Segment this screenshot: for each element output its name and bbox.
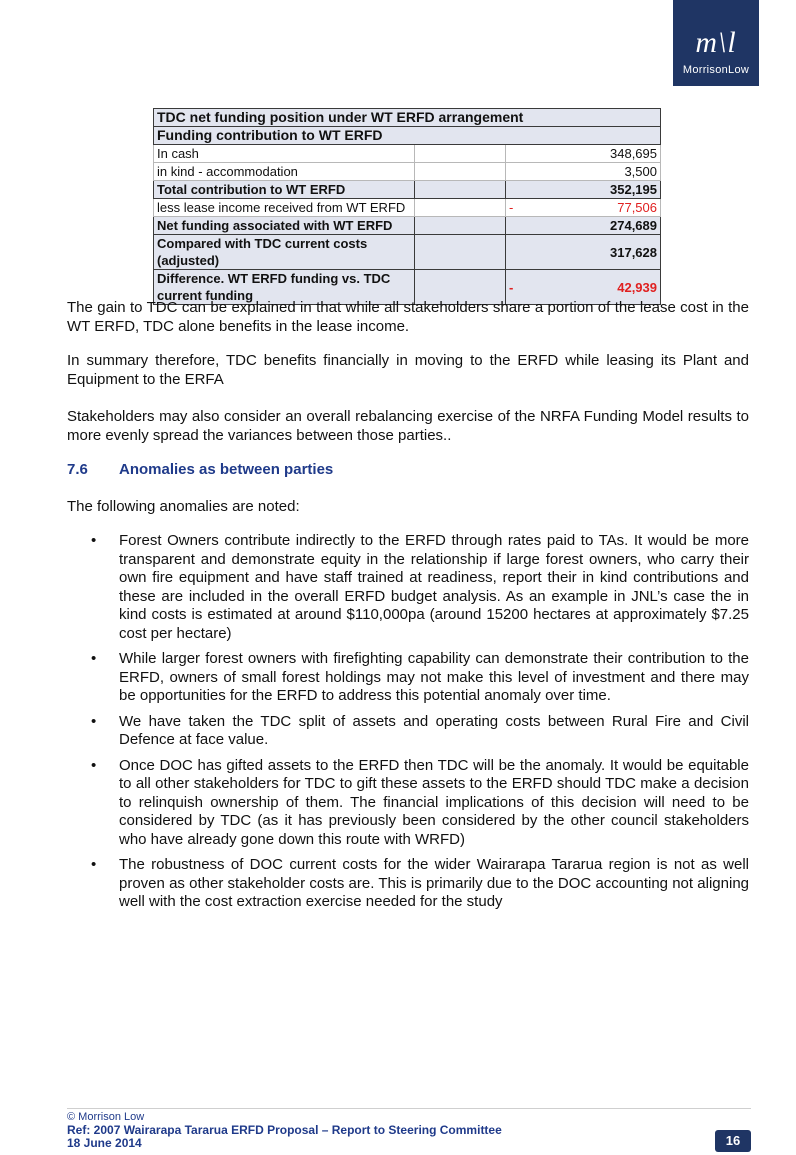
list-item-text: Forest Owners contribute indirectly to the ERFD through rates paid to TAs. It would be more transparent and demonstrate equity in the relationship if large forest owners, who carry their own fire equipment and have staff trained at readiness, report their in kind contributions and these are included in the overall ERFD budget analysis. As an example in JNL’s case the in kind costs is estimated at around $110,000pa (around 15200 hectares at approximately $7.25 cost per hectare) xyxy=(119,532,749,642)
bullet-icon: • xyxy=(91,856,97,873)
row-label: Compared with TDC current costs (adjusted) xyxy=(154,235,415,270)
list-item-text: While larger forest owners with firefighting capability can demonstrate their contribution to the ERFD, owners of small forest holdings may not make this level of investment and there may be opportunities for the ERFD to address this potential anomaly over time. xyxy=(119,650,749,704)
row-value xyxy=(506,199,661,217)
table-row xyxy=(154,235,661,270)
row-value: 274,689 xyxy=(506,217,661,235)
table-row xyxy=(154,145,661,163)
section-number: 7.6 xyxy=(67,461,88,478)
list-item xyxy=(84,650,749,706)
anomalies-list xyxy=(84,532,749,919)
row-label: Total contribution to WT ERFD xyxy=(154,181,415,199)
table-title: TDC net funding position under WT ERFD arrangement xyxy=(154,109,661,127)
bullet-icon: • xyxy=(91,532,97,549)
bullet-icon: • xyxy=(91,756,97,774)
row-value: 348,695 xyxy=(506,145,661,163)
paragraph-anomalies-intro: The following anomalies are noted: xyxy=(67,498,300,515)
row-label: less lease income received from WT ERFD xyxy=(154,199,415,217)
list-item xyxy=(84,532,749,643)
footer-copyright: © Morrison Low xyxy=(67,1111,145,1123)
row-label: Net funding associated with WT ERFD xyxy=(154,217,415,235)
row-value: 317,628 xyxy=(506,235,661,270)
list-item xyxy=(84,713,749,750)
table-row xyxy=(154,217,661,235)
table-row xyxy=(154,199,661,217)
list-item xyxy=(84,757,749,850)
paragraph-rebalancing: Stakeholders may also consider an overall rebalancing exercise of the NRFA Funding Model results to more evenly spread the variances between those parties.. xyxy=(67,408,749,444)
logo-mark: m\l xyxy=(695,26,737,59)
row-label: in kind - accommodation xyxy=(154,163,415,181)
page-number: 16 xyxy=(715,1130,751,1152)
section-title: Anomalies as between parties xyxy=(119,461,334,478)
bullet-icon: • xyxy=(91,712,97,730)
row-value: 3,500 xyxy=(506,163,661,181)
morrisonlow-logo xyxy=(673,0,759,86)
bullet-icon: • xyxy=(91,650,97,667)
table-row xyxy=(154,181,661,199)
footer-date: 18 June 2014 xyxy=(67,1136,142,1150)
paragraph-gain: The gain to TDC can be explained in that while all stakeholders share a portion of the lease cost in the WT ERFD, TDC alone benefits in the lease income. xyxy=(67,299,749,335)
footer-divider xyxy=(67,1108,751,1109)
section-heading xyxy=(67,461,333,478)
row-sign: - xyxy=(509,279,514,295)
footer-reference: Ref: 2007 Wairarapa Tararua ERFD Proposal – Report to Steering Committee xyxy=(67,1123,502,1137)
row-label: Difference. WT ERFD funding vs. TDC current funding xyxy=(154,270,415,305)
table-subtitle: Funding contribution to WT ERFD xyxy=(154,127,661,145)
list-item-text: Once DOC has gifted assets to the ERFD then TDC will be the anomaly. It would be equitable to all other stakeholders for TDC to gift these assets to the ERFD should TDC make a decision to relinquish ownership of them. The financial implications of this decision will need to be considered by TDC (as it has previously been considered by the other council stakeholders who have already gone down this route with WRFD) xyxy=(119,756,749,848)
list-item-text: We have taken the TDC split of assets and operating costs between Rural Fire and Civil Defence at face value. xyxy=(119,712,749,748)
logo-text: MorrisonLow xyxy=(682,64,750,76)
page-footer xyxy=(67,1111,502,1150)
row-value: 352,195 xyxy=(506,181,661,199)
row-amount: 42,939 xyxy=(617,279,657,295)
list-item-text: The robustness of DOC current costs for the wider Wairarapa Tararua region is not as well proven as other stakeholder costs are. This is primarily due to the DOC accounting not aligning well with the cost extraction exercise needed for the study xyxy=(119,856,749,910)
row-label: In cash xyxy=(154,145,415,163)
list-item xyxy=(84,856,749,912)
row-sign: - xyxy=(509,200,514,215)
row-amount: 77,506 xyxy=(617,200,657,215)
funding-table xyxy=(153,108,661,305)
table-row xyxy=(154,163,661,181)
paragraph-summary: In summary therefore, TDC benefits financially in moving to the ERFD while leasing its Plant and Equipment to the ERFA xyxy=(67,352,749,388)
